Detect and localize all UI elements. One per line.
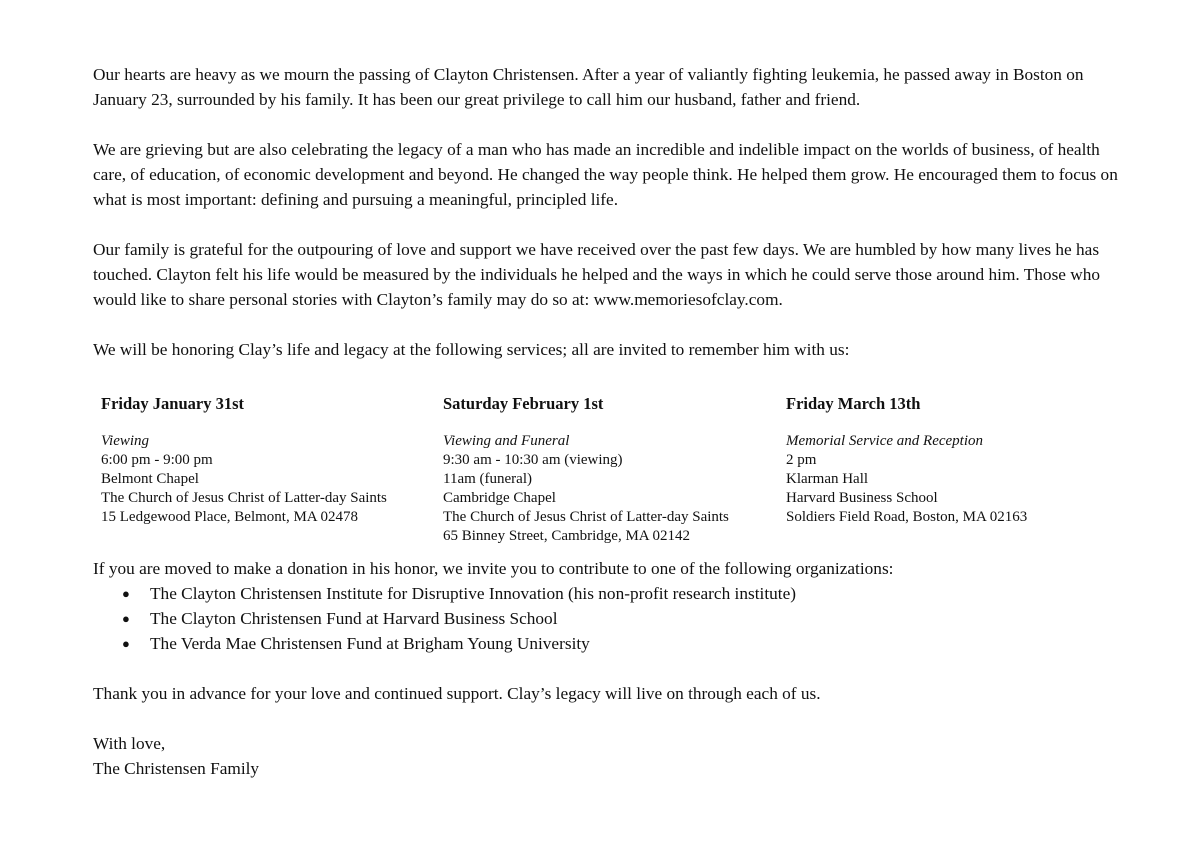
service-detail: 9:30 am - 10:30 am (viewing) bbox=[443, 452, 623, 468]
service-type: Viewing bbox=[101, 433, 150, 449]
service-detail: 2 pm bbox=[786, 452, 817, 468]
service-day: Friday January 31st bbox=[101, 394, 245, 413]
closing-thanks: Thank you in advance for your love and continued support. Clay’s legacy will live on through each of us. bbox=[93, 684, 821, 703]
closing-signature: The Christensen Family bbox=[93, 759, 260, 778]
paragraph-legacy: We are grieving but are also celebrating the legacy of a man who has made an incredible and indelible impact on the worlds of business, of health care, of education, of economic development and beyond. He changed the way people think. He helped them grow. He encouraged them to focus on what is most important: defining and pursuing a meaningful, principled life. bbox=[93, 140, 1118, 209]
letter-page bbox=[93, 62, 1123, 781]
donation-organizations-list bbox=[93, 581, 1123, 656]
organization-name: The Verda Mae Christensen Fund at Brigham Young University bbox=[150, 634, 590, 653]
service-type: Viewing and Funeral bbox=[443, 433, 570, 449]
paragraph-gratitude: Our family is grateful for the outpouring of love and support we have received over the past few days. We are humbled by how many lives he has touched. Clayton felt his life would be measured by the individuals he helped and the ways in which he could serve those around him. Those who would like to share personal stories with Clayton’s family may do so at: www.memoriesofclay.com. bbox=[93, 240, 1101, 309]
service-day: Friday March 13th bbox=[786, 394, 921, 413]
organization-name: The Clayton Christensen Institute for Disruptive Innovation (his non-profit research institute) bbox=[150, 584, 796, 603]
service-detail: The Church of Jesus Christ of Latter-day Saints bbox=[443, 509, 729, 525]
service-detail: The Church of Jesus Christ of Latter-day Saints bbox=[101, 490, 387, 506]
service-detail: 6:00 pm - 9:00 pm bbox=[101, 452, 213, 468]
bullet-icon: ● bbox=[122, 586, 130, 601]
list-item bbox=[93, 581, 1123, 606]
service-column-memorial bbox=[786, 386, 1027, 527]
list-item bbox=[93, 606, 1123, 631]
service-type: Memorial Service and Reception bbox=[786, 433, 984, 449]
service-column-viewing bbox=[101, 386, 387, 527]
service-detail: Belmont Chapel bbox=[101, 471, 199, 487]
service-detail: 65 Binney Street, Cambridge, MA 02142 bbox=[443, 528, 691, 544]
bullet-icon: ● bbox=[122, 636, 130, 651]
service-detail: Soldiers Field Road, Boston, MA 02163 bbox=[786, 509, 1028, 525]
bullet-icon: ● bbox=[122, 611, 130, 626]
service-column-funeral bbox=[443, 386, 729, 546]
paragraph-services-intro: We will be honoring Clay’s life and legacy at the following services; all are invited to remember him with us: bbox=[93, 340, 850, 359]
service-detail: 15 Ledgewood Place, Belmont, MA 02478 bbox=[101, 509, 359, 525]
organization-name: The Clayton Christensen Fund at Harvard Business School bbox=[150, 609, 558, 628]
service-day: Saturday February 1st bbox=[443, 394, 604, 413]
closing-salutation: With love, bbox=[93, 734, 166, 753]
services-schedule bbox=[93, 386, 1123, 556]
list-item bbox=[93, 631, 1123, 656]
service-detail: Harvard Business School bbox=[786, 490, 938, 506]
service-detail: Cambridge Chapel bbox=[443, 490, 556, 506]
donation-intro: If you are moved to make a donation in his honor, we invite you to contribute to one of the following organizations: bbox=[93, 559, 894, 578]
paragraph-mourning: Our hearts are heavy as we mourn the passing of Clayton Christensen. After a year of valiantly fighting leukemia, he passed away in Boston on January 23, surrounded by his family. It has been our great privilege to call him our husband, father and friend. bbox=[93, 65, 1084, 109]
service-detail: Klarman Hall bbox=[786, 471, 869, 487]
service-detail: 11am (funeral) bbox=[443, 471, 532, 487]
